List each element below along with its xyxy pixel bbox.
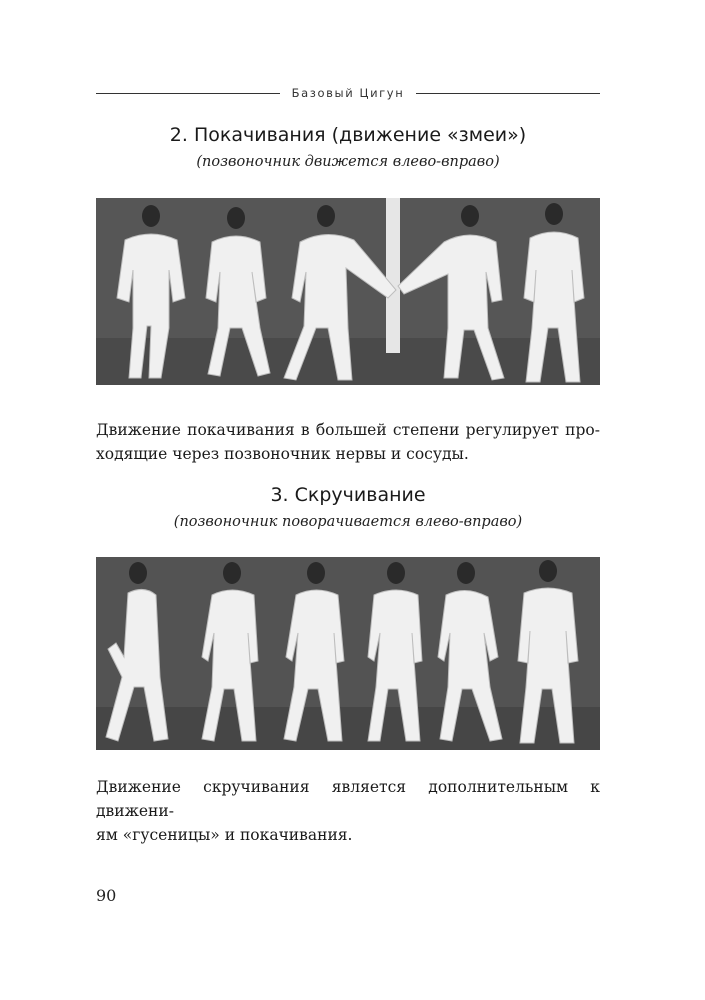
section-subtitle-sway: (позвоночник движется влево-вправо) [196, 154, 500, 170]
section-subtitle-twist: (позвоночник поворачивается влево-вправо) [173, 514, 523, 530]
running-header [96, 83, 600, 103]
body-line: Движение скручивания является дополнительным к движени- [96, 778, 600, 820]
page-number: 90 [96, 886, 117, 905]
section-title-sway: 2. Покачивания (движение «змеи») [169, 124, 527, 146]
body-line: ходящие через позвоночник нервы и сосуды. [96, 445, 469, 463]
section-title-twist: 3. Скручивание [270, 484, 426, 506]
running-title: Базовый Цигун [291, 86, 405, 100]
body-line: ям «гусеницы» и покачивания. [96, 826, 353, 844]
photo-twist-sequence [96, 557, 600, 750]
body-text-twist [96, 775, 600, 847]
photo-sway-sequence [96, 198, 600, 385]
header-rule-right [416, 93, 600, 94]
body-line: Движение покачивания в большей степени регулирует про- [96, 421, 600, 439]
body-text-sway [96, 418, 600, 466]
header-rule-left [96, 93, 280, 94]
